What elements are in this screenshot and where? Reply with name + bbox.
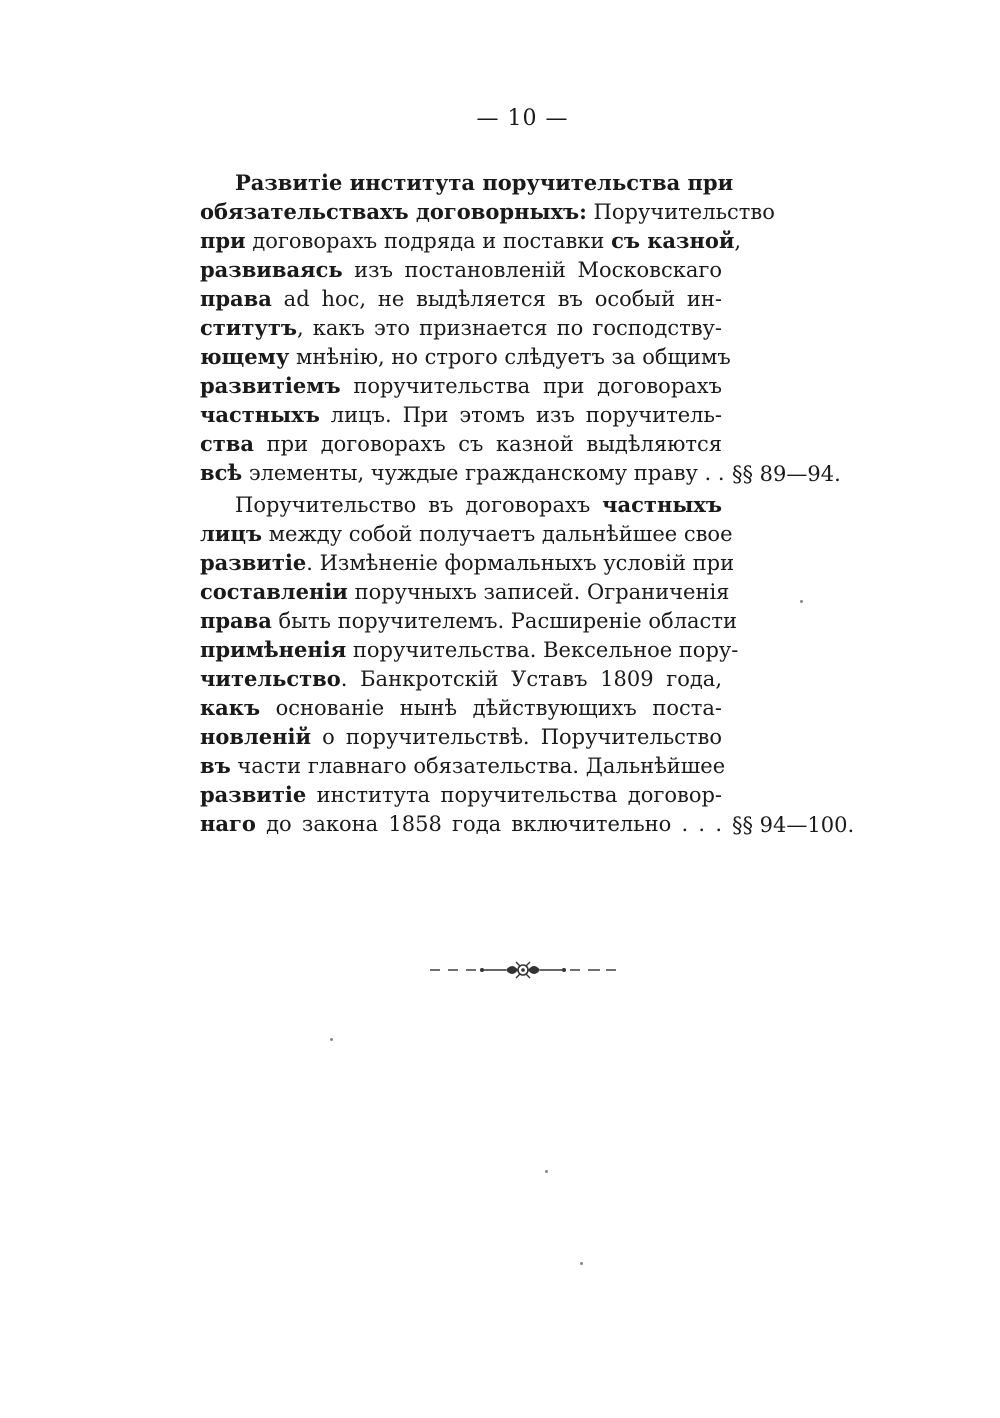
bold-text-run: развитіе — [200, 782, 307, 807]
bold-text-run: права — [200, 286, 272, 311]
bold-text-run: обязательствахъ договорныхъ: — [200, 199, 587, 224]
text-run: договорахъ подряда и поставки — [245, 229, 612, 253]
bold-text-run: при — [200, 228, 246, 253]
text-line — [200, 635, 739, 665]
bold-text-run: всѣ — [200, 460, 243, 485]
text-line — [200, 519, 733, 549]
bold-text-run: новленій — [200, 724, 312, 749]
bold-text-run: наго — [200, 811, 256, 836]
text-run: быть поручителемъ. Расширеніе области — [271, 609, 737, 633]
bold-text-run: развиваясь — [200, 257, 343, 282]
bold-text-run: права — [200, 608, 272, 633]
section-reference-2: §§ 94—100. — [732, 813, 855, 837]
text-line — [200, 371, 722, 401]
text-run: поручительства. Вексельное пору- — [346, 638, 739, 662]
paper-speck — [545, 1170, 548, 1173]
text-run: института поручительства договор- — [306, 783, 722, 807]
text-run: до закона 1858 года включительно . . . — [255, 812, 722, 836]
bold-text-run: чительство — [200, 666, 341, 691]
text-run: Поручительство въ договорахъ — [235, 493, 603, 517]
text-run: при договорахъ съ казной выдѣляются — [254, 432, 722, 456]
bold-text-run: частныхъ — [602, 492, 722, 517]
bold-text-run: ства — [200, 431, 254, 456]
text-line — [200, 548, 735, 578]
bold-text-run: ющему — [200, 344, 290, 369]
text-run: . Измѣненіе формальныхъ условій при — [306, 551, 735, 575]
text-run: . Банкротскій Уставъ 1809 года, — [340, 667, 722, 691]
bold-text-run: частныхъ — [200, 402, 320, 427]
text-run: поручительства при договорахъ — [340, 374, 722, 398]
text-line — [200, 809, 722, 839]
text-run: о поручительствѣ. Поручительство — [311, 725, 722, 749]
section-reference-1: §§ 89—94. — [732, 462, 841, 486]
bold-text-run: какъ — [200, 695, 261, 720]
text-line — [200, 342, 731, 372]
text-line — [200, 400, 722, 430]
text-run: части главнаго обязательства. Дальнѣйшее — [230, 754, 726, 778]
text-run: , — [734, 229, 742, 253]
text-line — [200, 284, 722, 314]
text-run: элементы, чуждые гражданскому праву . . — [242, 461, 725, 485]
text-line — [200, 577, 730, 607]
ornament-divider-icon — [430, 956, 616, 984]
paper-speck — [580, 1262, 583, 1265]
text-line — [200, 458, 725, 488]
page-number: — 10 — — [476, 106, 569, 131]
text-line — [200, 197, 775, 227]
bold-text-run: ститутъ — [200, 315, 297, 340]
text-line — [200, 751, 726, 781]
text-run: , какъ это признается по господству- — [296, 316, 722, 340]
bold-text-run: Развитіе института поручительства при — [235, 170, 734, 195]
text-line — [200, 226, 742, 256]
text-run: между собой получаетъ дальнѣйшее свое — [262, 522, 733, 546]
text-line — [200, 429, 722, 459]
text-run: ad hoc, не выдѣляется въ особый ин- — [271, 287, 722, 311]
text-line — [200, 664, 722, 694]
bold-text-run: съ казной — [611, 228, 735, 253]
text-line — [200, 722, 722, 752]
text-line — [200, 606, 737, 636]
paper-speck — [330, 1038, 333, 1041]
text-run: мнѣнію, но строго слѣдуетъ за общимъ — [289, 345, 731, 369]
bold-text-run: примѣненія — [200, 637, 347, 662]
text-line — [235, 490, 722, 520]
paper-speck — [800, 600, 803, 603]
text-line — [200, 780, 722, 810]
text-line — [235, 168, 734, 198]
bold-text-run: составленіи — [200, 579, 348, 604]
text-run: основаніе нынѣ дѣйствующихъ поста- — [260, 696, 722, 720]
text-run: Поручительство — [586, 200, 775, 224]
text-line — [200, 255, 722, 285]
text-run: поручныхъ записей. Ограниченія — [347, 580, 730, 604]
text-line — [200, 313, 722, 343]
bold-text-run: развитіе — [200, 550, 307, 575]
bold-text-run: развитіемъ — [200, 373, 341, 398]
bold-text-run: въ — [200, 753, 231, 778]
text-run: лицъ. При этомъ изъ поручитель- — [319, 403, 722, 427]
bold-text-run: лицъ — [200, 521, 263, 546]
text-line — [200, 693, 722, 723]
text-run: изъ постановленій Московскаго — [342, 258, 722, 282]
